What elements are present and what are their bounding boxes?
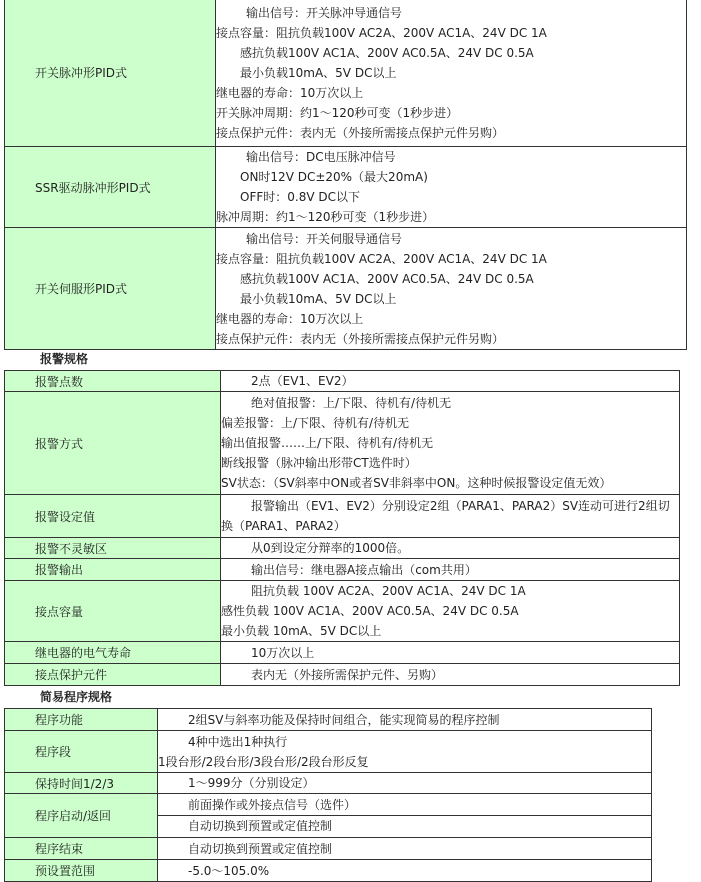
table-row [5, 581, 680, 642]
value-line: 偏差报警：上/下限、待机有/待机无 [221, 416, 410, 430]
value-line: 1～999分（分别设定） [188, 776, 315, 790]
value-line: 接点容量：阻抗负载100V AC2A、200V AC1A、24V DC 1A [216, 251, 547, 266]
row-label: 程序段 [5, 731, 158, 773]
row-value [216, 228, 687, 350]
table-row [5, 228, 687, 350]
value-line: 前面操作或外接点信号（选件） [158, 795, 651, 816]
row-label: 保持时间1/2/3 [5, 773, 158, 794]
value-line: 4种中选出1种执行 [188, 734, 288, 749]
table-row [5, 495, 680, 538]
value-line: 从0到设定分辩率的1000倍。 [251, 541, 410, 555]
row-value [221, 495, 680, 538]
value-line: 自动切换到预置或定值控制 [188, 819, 333, 833]
row-label: 报警输出 [5, 559, 221, 581]
table-row [5, 838, 652, 860]
row-value [158, 860, 652, 882]
value-line: OFF时：0.8V DC以下 [240, 190, 360, 204]
row-value [221, 371, 680, 392]
row-label: 程序启动/返回 [5, 794, 158, 838]
row-value [221, 538, 680, 559]
row-value [158, 731, 652, 773]
row-label: 程序结束 [5, 838, 158, 860]
value-line: 输出值报警……上/下限、待机有/待机无 [221, 436, 434, 450]
value-line: 绝对值报警：上/下限、待机有/待机无 [251, 396, 452, 410]
row-value [158, 773, 652, 794]
table-row [5, 731, 652, 773]
value-line: 断线报警（脉冲输出形带CT选件时） [221, 456, 417, 470]
output-spec-table [4, 0, 687, 350]
value-line: 自动切换到预置或定值控制 [188, 841, 333, 856]
row-label: 开关脉冲形PID式 [5, 0, 216, 147]
row-label: 报警不灵敏区 [5, 538, 221, 559]
value-line: 接点容量：阻抗负载100V AC2A、200V AC1A、24V DC 1A [216, 25, 547, 40]
row-value [221, 664, 680, 686]
row-label: 接点保护元件 [5, 664, 221, 686]
value-line: 报警输出（EV1、EV2）分别设定2组（PARA1、PARA2）SV连动可进行2组切 [251, 499, 670, 513]
value-line: 2组SV与斜率功能及保持时间组合，能实现简易的程序控制 [188, 712, 500, 727]
value-line: 开关脉冲周期：约1～120秒可变（1秒步进） [216, 105, 459, 120]
value-line: 最小负载 10mA、5V DC以上 [221, 624, 382, 638]
value-line: 继电器的寿命：10万次以上 [216, 311, 364, 326]
value-line: 输出信号：开关脉冲导通信号 [246, 5, 403, 20]
row-label: 报警设定值 [5, 495, 221, 538]
value-line: 1段台形/2段台形/3段台形/2段台形反复 [158, 754, 369, 769]
value-line: 感性负载 100V AC1A、200V AC0.5A、24V DC 0.5A [221, 604, 519, 618]
row-value [221, 559, 680, 581]
table-row [5, 538, 680, 559]
row-label: 预设置范围 [5, 860, 158, 882]
value-line: 脉冲周期：约1～120秒可变（1秒步进） [216, 210, 435, 224]
table-row [5, 392, 680, 495]
table-row [5, 559, 680, 581]
value-line: 输出信号：DC电压脉冲信号 [246, 150, 396, 164]
value-line: 10万次以上 [251, 645, 315, 660]
row-label: 程序功能 [5, 709, 158, 731]
row-label: 报警点数 [5, 371, 221, 392]
table-row [5, 0, 687, 147]
value-line: 继电器的寿命：10万次以上 [216, 85, 364, 100]
value-line: 最小负载10mA、5V DC以上 [240, 65, 397, 80]
row-value [221, 392, 680, 495]
table-row [5, 642, 680, 664]
row-label: SSR驱动脉冲形PID式 [5, 147, 216, 228]
table-row [5, 773, 652, 794]
table-row [5, 794, 652, 838]
program-section-heading: 简易程序规格 [40, 690, 113, 704]
value-line: 接点保护元件：表内无（外接所需接点保护元件另购） [216, 125, 505, 140]
table-row [5, 147, 687, 228]
row-label: 继电器的电气寿命 [5, 642, 221, 664]
table-row [5, 709, 652, 731]
value-line: 表内无（外接所需保护元件、另购） [251, 667, 444, 682]
row-label: 报警方式 [5, 392, 221, 495]
table-row [5, 664, 680, 686]
value-line: SV状态：（SV斜率中ON或者SV非斜率中ON。这种时候报警设定值无效） [221, 476, 612, 490]
row-value [158, 838, 652, 860]
row-value [221, 642, 680, 664]
value-line: 感抗负载100V AC1A、200V AC0.5A、24V DC 0.5A [240, 271, 534, 286]
value-line: 阻抗负载 100V AC2A、200V AC1A、24V DC 1A [251, 584, 526, 598]
row-value [158, 709, 652, 731]
value-line: 最小负载10mA、5V DC以上 [240, 291, 397, 306]
row-value [216, 0, 687, 147]
value-line: 2点（EV1、EV2） [251, 374, 354, 388]
value-line: 输出信号：开关伺服导通信号 [246, 231, 403, 246]
row-value [221, 581, 680, 642]
value-line: 换（PARA1、PARA2） [221, 519, 346, 533]
alarm-spec-table [4, 370, 680, 686]
value-line: ON时12V DC±20%（最大20mA) [240, 170, 428, 184]
alarm-section-heading: 报警规格 [40, 352, 89, 366]
row-value [158, 794, 652, 838]
table-row [5, 860, 652, 882]
program-spec-table [4, 708, 652, 882]
row-value [216, 147, 687, 228]
value-line: -5.0～105.0% [188, 863, 270, 878]
value-line: 输出信号：继电器A接点输出（com共用） [251, 562, 477, 577]
row-label: 开关伺服形PID式 [5, 228, 216, 350]
table-row [5, 371, 680, 392]
value-line: 感抗负载100V AC1A、200V AC0.5A、24V DC 0.5A [240, 45, 534, 60]
value-line: 接点保护元件：表内无（外接所需接点保护元件另购） [216, 331, 505, 346]
row-label: 接点容量 [5, 581, 221, 642]
